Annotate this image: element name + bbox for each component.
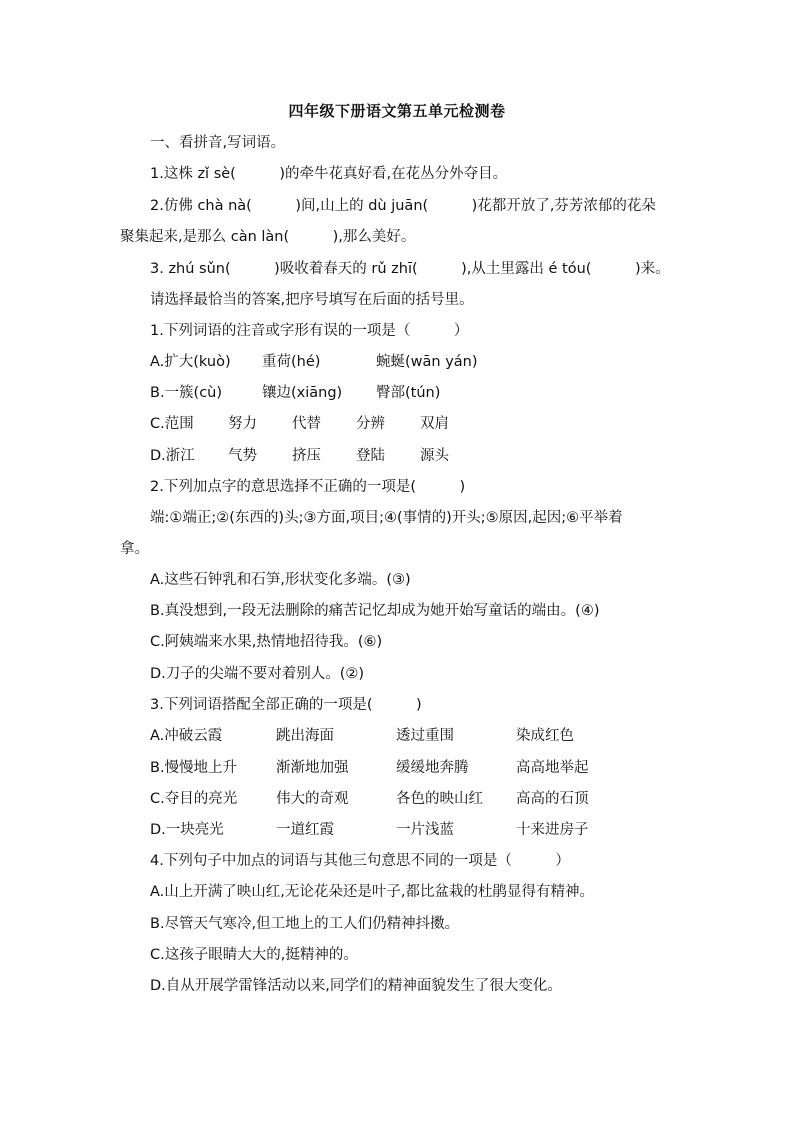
option-item: 代替 [292, 416, 321, 432]
option-item: 透过重围 [396, 728, 454, 744]
option-item: 跳出海面 [276, 728, 334, 744]
option-item: A.扩大(kuò) [150, 354, 231, 370]
s2-q4-option-c: C.这孩子眼睛大大的,挺精神的。 [150, 947, 358, 963]
s2-q4-option-b: B.尽管天气寒冷,但工地上的工人们仍精神抖擞。 [150, 916, 460, 932]
option-item: 分辨 [356, 416, 385, 432]
option-item: 缓缓地奔腾 [396, 760, 469, 776]
exam-title: 四年级下册语文第五单元检测卷 [288, 102, 506, 120]
section2-heading: 请选择最恰当的答案,把序号填写在后面的括号里。 [150, 292, 474, 308]
option-item: 重荷(hé) [262, 354, 321, 370]
s2-q2-option-b: B.真没想到,一段无法删除的痛苦记忆却成为她开始写童话的端由。(④) [150, 603, 600, 619]
s2-q2-definitions-line1: 端:①端正;②(东西的)头;③方面,项目;④(事情的)开头;⑤原因,起因;⑥平举着 [150, 510, 623, 526]
option-item: 十来进房子 [516, 822, 589, 838]
option-item: 努力 [228, 416, 257, 432]
option-item: 登陆 [356, 448, 385, 464]
s2-q2-option-a: A.这些石钟乳和石笋,形状变化多端。(③) [150, 572, 411, 588]
option-item: C.范围 [150, 416, 194, 432]
option-item: 源头 [420, 448, 449, 464]
option-item: 镶边(xiāng) [262, 385, 343, 401]
s1-question-1: 1.这株 zǐ sè( )的牵牛花真好看,在花丛分外夺目。 [150, 166, 508, 182]
option-item: 挤压 [292, 448, 321, 464]
option-item: 高高地举起 [516, 760, 589, 776]
s1-question-2-line2: 聚集起来,是那么 càn làn( ),那么美好。 [120, 229, 416, 245]
option-item: 一道红霞 [276, 822, 334, 838]
option-item: 染成红色 [516, 728, 574, 744]
option-item: B.一簇(cù) [150, 385, 223, 401]
s2-q1-stem: 1.下列词语的注音或字形有误的一项是（ ） [150, 323, 469, 339]
option-item: 各色的映山红 [396, 791, 483, 807]
option-item: C.夺目的亮光 [150, 791, 238, 807]
s2-q4-option-d: D.自从开展学雷锋活动以来,同学们的精神面貌发生了很大变化。 [150, 978, 562, 994]
option-item: 双肩 [420, 416, 449, 432]
option-item: 气势 [228, 448, 257, 464]
option-item: D.浙江 [150, 448, 195, 464]
option-item: 一片浅蓝 [396, 822, 454, 838]
s2-q4-stem: 4.下列句子中加点的词语与其他三句意思不同的一项是（ ） [150, 853, 570, 869]
section1-heading: 一、看拼音,写词语。 [150, 135, 286, 151]
option-item: A.冲破云霞 [150, 728, 223, 744]
option-item: 伟大的奇观 [276, 791, 349, 807]
option-item: B.慢慢地上升 [150, 760, 238, 776]
s2-q2-option-d: D.刀子的尖端不要对着别人。(②) [150, 666, 365, 682]
s1-question-2-line1: 2.仿佛 chà nà( )间,山上的 dù juān( )花都开放了,芬芳浓郁的花朵 [150, 198, 656, 214]
s2-q4-option-a: A.山上开满了映山红,无论花朵还是叶子,都比盆栽的杜鹃显得有精神。 [150, 884, 594, 900]
option-item: 蜿蜒(wān yán) [376, 354, 478, 370]
s2-q2-definitions-line2: 拿。 [120, 541, 149, 557]
option-item: 渐渐地加强 [276, 760, 349, 776]
s2-q2-stem: 2.下列加点字的意思选择不正确的一项是( ) [150, 479, 466, 495]
s2-q2-option-c: C.阿姨端来水果,热情地招待我。(⑥) [150, 634, 383, 650]
option-item: D.一块亮光 [150, 822, 224, 838]
option-item: 臀部(tún) [376, 385, 441, 401]
s1-question-3: 3. zhú sǔn( )吸收着春天的 rǔ zhī( ),从土里露出 é tóu( )来。 [150, 261, 670, 277]
option-item: 高高的石顶 [516, 791, 589, 807]
s2-q3-stem: 3.下列词语搭配全部正确的一项是( ) [150, 697, 422, 713]
